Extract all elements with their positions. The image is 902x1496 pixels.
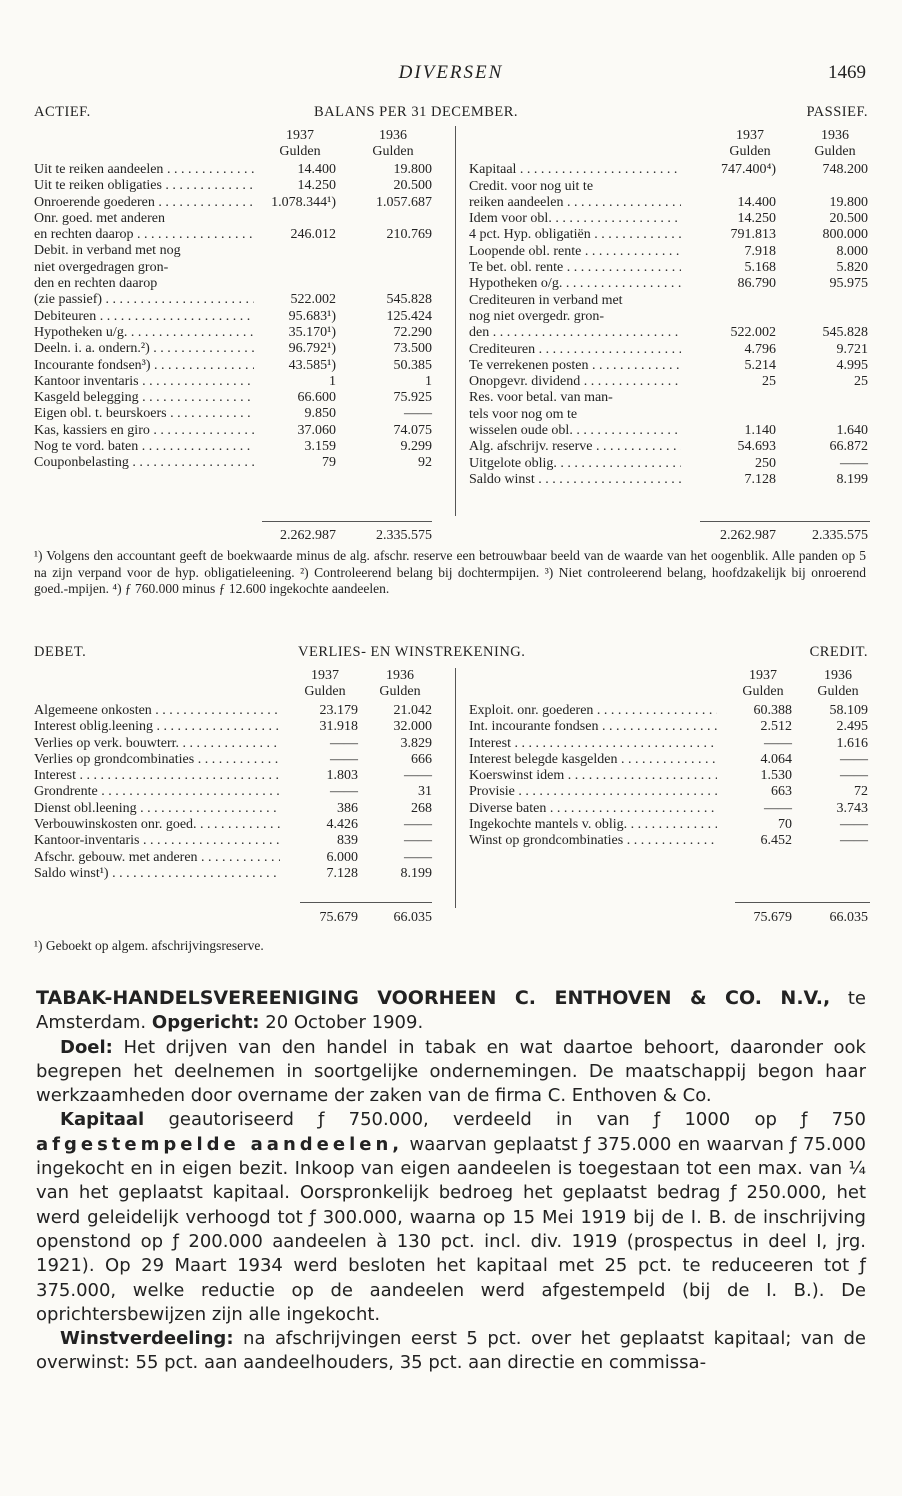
value-1936: 1.640 — [836, 423, 868, 439]
row-label: Nog te vord. baten . . . — [34, 439, 254, 455]
value-1936: 66.872 — [829, 439, 868, 455]
row-label: Saldo winst . . . — [469, 472, 681, 488]
doel-label: Doel: — [60, 1036, 113, 1058]
total-value: 75.679 — [753, 910, 792, 925]
value-1936: 92 — [418, 455, 432, 471]
row-label: Saldo winst¹) . . . — [34, 866, 280, 882]
value-1936: 1 — [425, 373, 432, 389]
value-1936: 19.800 — [393, 162, 432, 177]
value-1937: 747.400⁴) — [720, 162, 776, 178]
value-1936: 4.995 — [836, 357, 868, 373]
table-row — [469, 260, 869, 276]
table-row — [469, 211, 869, 227]
value-1936: 1.057.687 — [376, 194, 432, 210]
value-1936: 75.925 — [393, 390, 432, 406]
total-value: 2.262.987 — [720, 528, 776, 543]
value-1937: 95.683¹) — [288, 308, 336, 324]
row-label: nog niet overgedr. gron- — [469, 308, 605, 324]
year-header: 1937 — [286, 128, 314, 143]
value-1937: 86.790 — [737, 276, 776, 292]
value-1936: 20.500 — [393, 178, 432, 194]
table-row — [34, 801, 434, 817]
value-1937: 1.078.344¹) — [271, 194, 336, 210]
row-label: Uit te reiken aandeelen . . . — [34, 162, 254, 178]
value-1936: 9.299 — [400, 439, 432, 455]
value-1936: 32.000 — [393, 719, 432, 735]
company-name: TABAK-HANDELSVEREENIGING VOORHEEN C. ENTHOVEN & CO. N.V., — [36, 987, 831, 1009]
value-1936: 8.000 — [836, 243, 868, 259]
table-row — [469, 374, 869, 390]
value-1937: 4.064 — [760, 751, 792, 767]
value-1937: 2.512 — [760, 719, 792, 735]
row-label: Onr. goed. met anderen — [34, 210, 166, 226]
table-row — [469, 768, 869, 784]
year-header: 1937 — [311, 668, 339, 683]
table-row — [34, 768, 434, 784]
doel-text: Het drijven van den handel in tabak en wat daartoe behoort, daaronder ook begrepen het deelnemen in soortgelijke ondernemingen. De maatschappij begon haar werkzaamheden door overname der zaken van de firma C. Enthoven & Co. — [36, 1036, 866, 1107]
total-value: 75.679 — [319, 910, 358, 925]
value-1937: 1.140 — [744, 423, 776, 439]
page-number: 1469 — [828, 62, 866, 83]
value-1937: 663 — [771, 784, 792, 800]
row-label: Crediteuren in verband met — [469, 292, 623, 308]
unit-header: Gulden — [304, 684, 346, 700]
value-1936: —— — [840, 768, 868, 784]
table-row — [469, 423, 869, 439]
table-row — [34, 817, 434, 833]
table-row — [34, 752, 434, 768]
total-rule — [735, 902, 870, 903]
table-row — [34, 850, 434, 866]
row-label: wisselen oude obl. . . . — [469, 423, 681, 439]
value-1937: 5.214 — [744, 357, 776, 373]
year-header: 1937 — [749, 668, 777, 683]
table-row — [469, 358, 869, 374]
row-label: Afschr. gebouw. met anderen . . . — [34, 850, 280, 866]
value-1937: 522.002 — [290, 292, 336, 308]
value-1936: 19.800 — [829, 194, 868, 210]
kapitaal-text-2: waarvan geplaatst ƒ 375.000 en waarvan ƒ 75.000 ingekocht en in eigen bezit. Inkoop van eigen aandeelen is toegestaan tot een max. van ¼ van het geplaatst kapitaal. Oorspronkelijk bedroeg het geplaatst bedrag ƒ 250.000, het werd geleidelijk verhoogd tot ƒ 300.000, waarna op 15 Mei 1919 bij de I. B. de inschrijving openstond op ƒ 200.000 aandeelen à 130 pct. incl. div. 1919 (prospectus in deel I, jrg. 1921). Op 29 Maart 1934 werd besloten het kapitaal met 25 pct. te reduceeren tot ƒ 375.000, welke reductie op de aandeelen werd afgestempeld (bij de I. B.). De oprichtersbewijzen zijn alle ingekocht. — [36, 1133, 866, 1325]
balance-footnote: ¹) Volgens den accountant geeft de boekwaarde minus de alg. afschr. reserve een betrouwbaar beeld van de waarde van het oogenblik. Alle panden op 5 na zijn verpand voor de hyp. obligatieleening. ²) Controleerend belang bij dochtermpijen. ³) Niet controleerend belang, hoofdzakelijk bij onroerend goed.-mpijen. ⁴) ƒ 760.000 minus ƒ 12.600 ingekochte aandeelen. — [34, 548, 866, 596]
company-section — [36, 986, 866, 1376]
value-1937: 3.159 — [304, 439, 336, 455]
value-1936: 9.721 — [836, 341, 868, 357]
row-label: Kantoor-inventaris . . . — [34, 833, 280, 849]
value-1936: 210.769 — [386, 227, 432, 243]
value-1937: 96.792¹) — [288, 341, 336, 357]
table-row — [469, 244, 869, 260]
value-1937: 25 — [762, 374, 776, 390]
value-1936: —— — [840, 833, 868, 849]
value-1936: 73.500 — [393, 341, 432, 357]
table-row — [34, 833, 434, 849]
table-row — [34, 455, 434, 471]
table-row — [469, 784, 869, 800]
table-row — [469, 703, 869, 719]
table-row — [34, 736, 434, 752]
actief-table — [34, 162, 434, 472]
row-label: Res. voor betal. van man- — [469, 390, 613, 406]
value-1937: 43.585¹) — [288, 357, 336, 373]
value-1936: 8.199 — [836, 471, 868, 487]
table-row — [34, 292, 434, 308]
unit-header: Gulden — [379, 684, 421, 700]
value-1937: 7.918 — [744, 243, 776, 259]
table-row — [469, 456, 869, 472]
value-1936: 800.000 — [822, 227, 868, 243]
value-1936: 95.975 — [829, 276, 868, 292]
table-row — [34, 276, 434, 292]
row-label: Dienst obl.leening . . . — [34, 801, 280, 817]
table-row — [34, 178, 434, 194]
value-1937: 79 — [322, 455, 336, 471]
table-row — [469, 439, 869, 455]
row-label: en rechten daarop . . . — [34, 227, 254, 243]
row-label: 4 pct. Hyp. obligatiën . . . — [469, 227, 681, 243]
balance-caption-left: ACTIEF. — [34, 104, 91, 120]
row-label: Ingekochte mantels v. oblig. . . . — [469, 817, 717, 833]
value-1936: 545.828 — [386, 292, 432, 308]
table-row — [469, 179, 869, 195]
value-1936: 74.075 — [393, 422, 432, 438]
value-1937: 66.600 — [297, 390, 336, 406]
row-label: Int. incourante fondsen . . . — [469, 719, 717, 735]
value-1937: 70 — [778, 817, 792, 833]
table-row — [469, 719, 869, 735]
row-label: Debit. in verband met nog — [34, 243, 181, 259]
table-row — [469, 195, 869, 211]
value-1937: 4.426 — [326, 817, 358, 833]
row-label: Diverse baten . . . — [469, 801, 717, 817]
total-rule — [262, 521, 432, 522]
table-row — [34, 260, 434, 276]
total-rule — [300, 902, 432, 903]
pl-caption-right: CREDIT. — [809, 644, 868, 660]
value-1936: 50.385 — [393, 357, 432, 373]
row-label: Koerswinst idem . . . — [469, 768, 717, 784]
value-1936: 545.828 — [822, 325, 868, 341]
pl-column-headers — [0, 668, 902, 701]
value-1937: 9.850 — [304, 406, 336, 422]
row-label: Verlies op grondcombinaties . . . — [34, 752, 280, 768]
total-value: 2.335.575 — [812, 528, 868, 543]
table-row — [469, 752, 869, 768]
pl-footnote: ¹) Geboekt op algem. afschrijvingsreserve. — [34, 938, 264, 953]
row-label: (zie passief) . . . — [34, 292, 254, 308]
row-label: Hypotheken u/g. . . . — [34, 325, 254, 341]
value-1937: 54.693 — [737, 439, 776, 455]
table-row — [34, 162, 434, 178]
row-label: Hypotheken o/g. . . . — [469, 276, 681, 292]
column-divider — [455, 668, 456, 908]
table-row — [469, 227, 869, 243]
value-1936: 8.199 — [400, 865, 432, 881]
passief-table — [469, 146, 869, 488]
debet-table — [34, 703, 434, 882]
unit-header: Gulden — [279, 144, 321, 160]
table-row — [469, 325, 869, 341]
row-label: niet overgedragen gron- — [34, 259, 169, 275]
table-row — [34, 423, 434, 439]
opgericht-value: 20 October 1909. — [265, 1012, 424, 1034]
value-1937: 246.012 — [290, 227, 336, 243]
balance-caption-center: BALANS PER 31 DECEMBER. — [314, 104, 519, 120]
row-label: tels voor nog om te — [469, 406, 578, 422]
table-row — [469, 162, 869, 178]
value-1937: 14.400 — [297, 162, 336, 177]
row-label: Exploit. onr. goederen . . . — [469, 703, 717, 719]
year-header: 1936 — [386, 668, 414, 683]
value-1936: 125.424 — [386, 308, 432, 324]
row-label: Onroerende goederen . . . — [34, 195, 254, 211]
value-1937: 839 — [337, 833, 358, 849]
table-row — [469, 817, 869, 833]
total-value: 2.335.575 — [376, 528, 432, 543]
row-label: Kantoor inventaris . . . — [34, 374, 254, 390]
row-label: Verlies op verk. bouwterr. . . . — [34, 736, 280, 752]
row-label: Incourante fondsen³) . . . — [34, 358, 254, 374]
row-label: den . . . — [469, 325, 681, 341]
value-1937: 14.250 — [737, 211, 776, 227]
row-label: Uit te reiken obligaties . . . — [34, 178, 254, 194]
table-row — [34, 325, 434, 341]
row-label: Interest . . . — [34, 768, 280, 784]
unit-header: Gulden — [729, 144, 771, 160]
table-row — [34, 719, 434, 735]
pl-caption-left: DEBET. — [34, 644, 87, 660]
table-row — [34, 243, 434, 259]
value-1937: 6.000 — [326, 849, 358, 865]
row-label: Interest belegde kasgelden . . . — [469, 752, 717, 768]
value-1936: 1.616 — [836, 735, 868, 751]
value-1937: 35.170¹) — [288, 324, 336, 340]
value-1937: 31.918 — [319, 719, 358, 735]
row-label: Grondrente . . . — [34, 784, 280, 800]
kapitaal-label: Kapitaal — [60, 1109, 145, 1131]
table-row — [469, 276, 869, 292]
table-row — [469, 736, 869, 752]
table-row — [34, 374, 434, 390]
table-row — [469, 293, 869, 309]
value-1936: —— — [840, 455, 868, 471]
value-1936: —— — [404, 849, 432, 865]
year-header: 1937 — [736, 128, 764, 143]
value-1937: 7.128 — [744, 471, 776, 487]
row-label: Provisie . . . — [469, 784, 717, 800]
value-1937: 250 — [755, 455, 776, 471]
row-label: Credit. voor nog uit te — [469, 178, 594, 194]
row-label: Couponbelasting . . . — [34, 455, 254, 471]
table-row — [34, 866, 434, 882]
value-1937: —— — [764, 735, 792, 751]
value-1936: 5.820 — [836, 260, 868, 276]
table-row — [469, 342, 869, 358]
row-label: Algemeene onkosten . . . — [34, 703, 280, 719]
value-1936: —— — [404, 406, 432, 422]
table-row — [34, 195, 434, 211]
value-1936: 268 — [411, 800, 432, 816]
value-1936: —— — [840, 751, 868, 767]
table-row — [34, 406, 434, 422]
total-value: 66.035 — [393, 910, 432, 925]
value-1937: 37.060 — [297, 422, 336, 438]
table-row — [469, 309, 869, 325]
row-label: Debiteuren . . . — [34, 309, 254, 325]
balance-caption-right: PASSIEF. — [806, 104, 868, 120]
unit-header: Gulden — [742, 684, 784, 700]
row-label: den en rechten daarop — [34, 276, 158, 292]
total-value: 2.262.987 — [280, 528, 336, 543]
running-title: DIVERSEN — [398, 62, 504, 83]
table-row — [34, 390, 434, 406]
value-1937: 1 — [329, 373, 336, 389]
row-label: Idem voor obl. . . . — [469, 211, 681, 227]
pl-totals — [0, 910, 902, 926]
value-1937: 791.813 — [730, 227, 776, 243]
year-header: 1936 — [379, 128, 407, 143]
value-1937: 7.128 — [326, 865, 358, 881]
value-1937: 522.002 — [730, 325, 776, 341]
pl-caption-center: VERLIES- EN WINSTREKENING. — [298, 644, 526, 660]
table-row — [469, 407, 869, 423]
column-divider — [455, 126, 456, 516]
value-1936: —— — [840, 817, 868, 833]
table-row — [469, 472, 869, 488]
value-1936: 31 — [418, 784, 432, 800]
total-rule — [700, 521, 870, 522]
balance-totals — [0, 528, 902, 544]
value-1937: 1.803 — [326, 768, 358, 784]
winstverdeeling-label: Winstverdeeling: — [60, 1328, 234, 1350]
value-1936: 3.829 — [400, 735, 432, 751]
row-label: Deeln. i. a. ondern.²) . . . — [34, 341, 254, 357]
row-label: Eigen obl. t. beurskoers . . . — [34, 406, 254, 422]
unit-header: Gulden — [372, 144, 414, 160]
table-row — [34, 439, 434, 455]
value-1936: 25 — [854, 374, 868, 390]
row-label: Crediteuren . . . — [469, 342, 681, 358]
value-1936: 21.042 — [393, 703, 432, 718]
table-row — [34, 703, 434, 719]
value-1937: —— — [330, 751, 358, 767]
value-1936: 72 — [854, 784, 868, 800]
row-label: Winst op grondcombinaties . . . — [469, 833, 717, 849]
row-label: Uitgelote oblig. . . . — [469, 456, 681, 472]
value-1936: 2.495 — [836, 719, 868, 735]
row-label: Kapitaal . . . — [469, 162, 681, 178]
unit-header: Gulden — [814, 144, 856, 160]
value-1937: 60.388 — [753, 703, 792, 718]
row-label: Te verrekenen posten . . . — [469, 358, 681, 374]
value-1937: 6.452 — [760, 833, 792, 849]
value-1937: —— — [764, 800, 792, 816]
value-1937: 23.179 — [319, 703, 358, 718]
company-location: te Amsterdam. — [36, 988, 866, 1034]
row-label: Te bet. obl. rente . . . — [469, 260, 681, 276]
table-row — [34, 227, 434, 243]
table-row — [469, 146, 869, 162]
unit-header: Gulden — [817, 684, 859, 700]
opgericht-label: Opgericht: — [151, 1012, 260, 1034]
value-1936: 58.109 — [829, 703, 868, 718]
value-1936: —— — [404, 833, 432, 849]
row-label: Kasgeld belegging . . . — [34, 390, 254, 406]
value-1936: 72.290 — [393, 324, 432, 340]
value-1937: 5.168 — [744, 260, 776, 276]
table-row — [469, 801, 869, 817]
row-label: Loopende obl. rente . . . — [469, 244, 681, 260]
value-1936: 20.500 — [829, 211, 868, 227]
table-row — [34, 341, 434, 357]
value-1937: 386 — [337, 800, 358, 816]
total-value: 66.035 — [829, 910, 868, 925]
row-label: Alg. afschrijv. reserve . . . — [469, 439, 681, 455]
value-1937: 14.250 — [297, 178, 336, 194]
value-1936: —— — [404, 768, 432, 784]
value-1937: 4.796 — [744, 341, 776, 357]
value-1936: 748.200 — [822, 162, 868, 178]
row-label: reiken aandeelen . . . — [469, 195, 681, 211]
row-label: Onopgevr. dividend . . . — [469, 374, 681, 390]
table-row — [34, 309, 434, 325]
kapitaal-text-1: geautoriseerd ƒ 750.000, verdeeld in van ƒ 1000 op ƒ 750 — [168, 1109, 866, 1131]
row-label: Interest . . . — [469, 736, 717, 752]
value-1937: 14.400 — [737, 194, 776, 210]
row-label: Interest oblig.leening . . . — [34, 719, 280, 735]
year-header: 1936 — [824, 668, 852, 683]
value-1937: —— — [330, 735, 358, 751]
row-label: Verbouwinskosten onr. goed. . . . — [34, 817, 280, 833]
value-1936: 666 — [411, 751, 432, 767]
credit-table — [469, 703, 869, 850]
table-row — [34, 211, 434, 227]
winstverdeeling-text: na afschrijvingen eerst 5 pct. over het geplaatst kapitaal; van de overwinst: 55 pct. aan aandeelhouders, 35 pct. aan directie en commissa- — [36, 1328, 866, 1374]
row-label: Kas, kassiers en giro . . . — [34, 423, 254, 439]
value-1937: 1.530 — [760, 768, 792, 784]
value-1936: 3.743 — [836, 800, 868, 816]
table-row — [469, 833, 869, 849]
table-row — [469, 390, 869, 406]
kapitaal-spaced-text: afgestempelde aandeelen, — [36, 1133, 404, 1155]
table-row — [34, 784, 434, 800]
table-row — [34, 358, 434, 374]
year-header: 1936 — [821, 128, 849, 143]
value-1937: —— — [330, 784, 358, 800]
value-1936: —— — [404, 817, 432, 833]
